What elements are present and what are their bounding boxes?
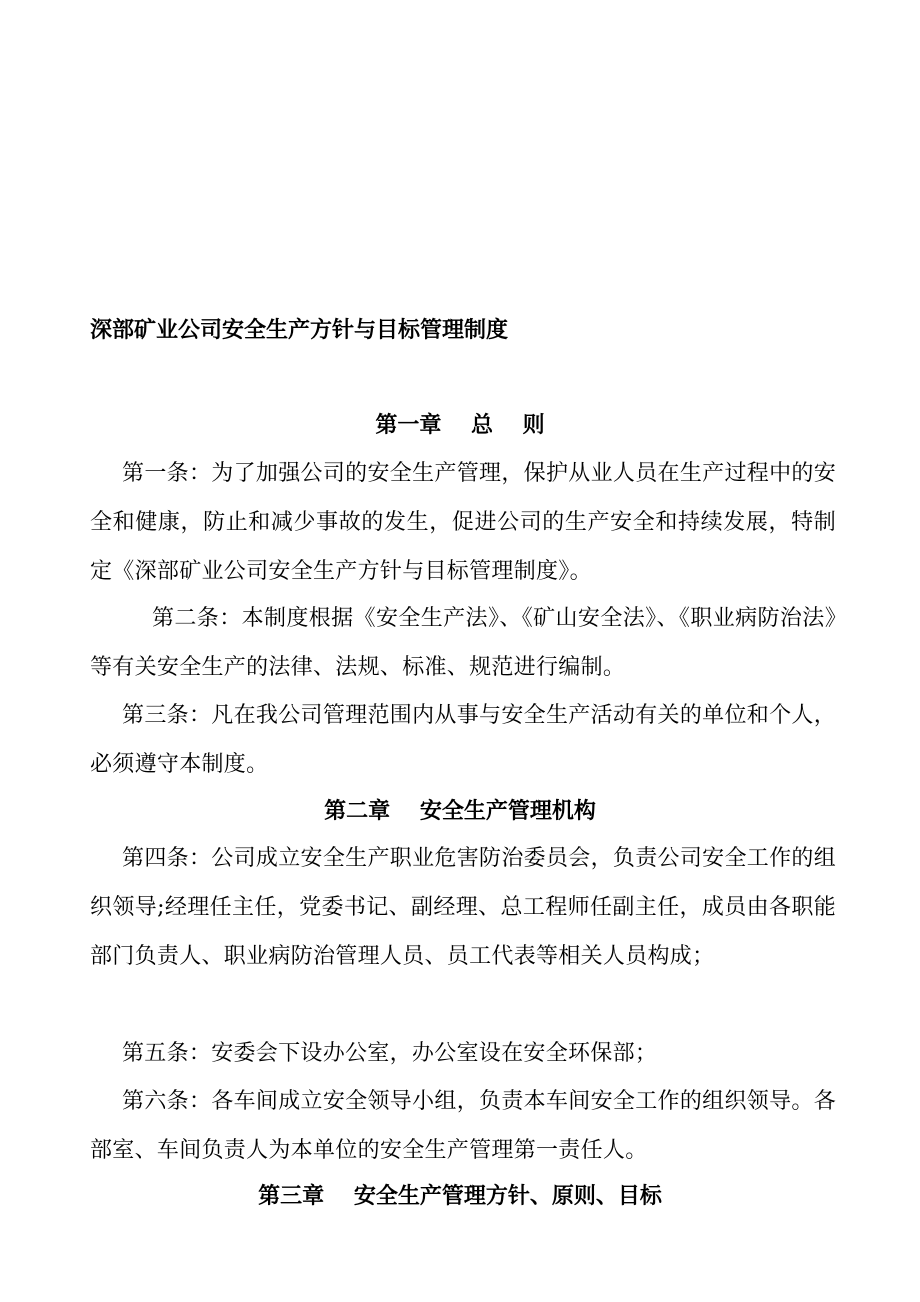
article-1: 第一条：为了加强公司的安全生产管理，保护从业人员在生产过程中的安全和健康，防止和减少事故的发生，促进公司的生产安全和持续发展，特制定《深部矿业公司安全生产方针与目标管理制度》。 xyxy=(90,461,836,584)
article-6: 第六条：各车间成立安全领导小组，负责本车间安全工作的组织领导。各部室、车间负责人为本单位的安全生产管理第一责任人。 xyxy=(90,1089,836,1163)
chapter-3-heading: 第三章 安全生产管理方针、原则、目标 xyxy=(258,1184,662,1209)
article-3: 第三条：凡在我公司管理范围内从事与安全生产活动有关的单位和个人，必须遵守本制度。 xyxy=(90,703,836,777)
chapter-2-heading: 第二章 安全生产管理机构 xyxy=(324,799,596,824)
chapter-1-heading: 第一章 总 则 xyxy=(375,413,545,438)
article-4: 第四条：公司成立安全生产职业危害防治委员会，负责公司安全工作的组织领导;经理任主任，党委书记、副经理、总工程师任副主任，成员由各职能部门负责人、职业病防治管理人员、员工代表等相关人员构成； xyxy=(90,846,836,969)
article-2: 第二条：本制度根据《安全生产法》、《矿山安全法》、《职业病防治法》等有关安全生产的法律、法规、标准、规范进行编制。 xyxy=(90,606,836,680)
article-5: 第五条：安委会下设办公室，办公室设在安全环保部； xyxy=(122,1041,658,1066)
document-title: 深部矿业公司安全生产方针与目标管理制度 xyxy=(90,318,509,343)
